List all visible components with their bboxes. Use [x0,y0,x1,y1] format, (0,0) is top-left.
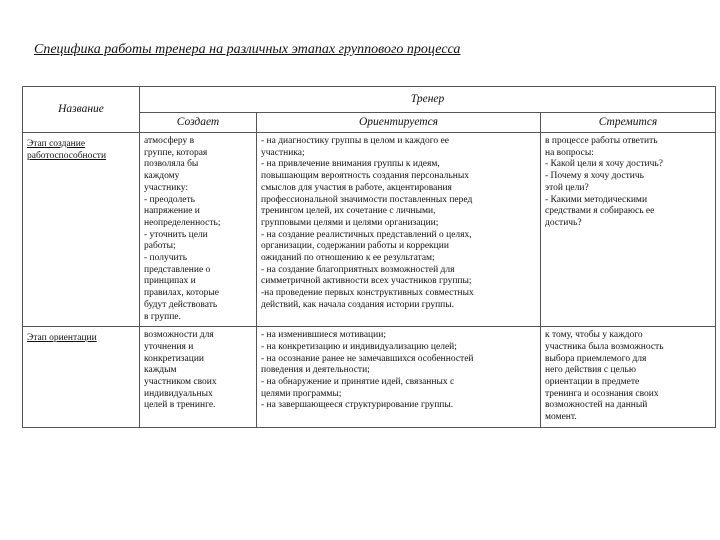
cell-text-line: групповыми целями и целями организации; [261,217,439,228]
cell-text-line: - на изменившиеся мотивации; [261,330,386,341]
cell-text-line: уточнения и [144,341,194,352]
cell-text-line: участнику: [144,182,189,193]
stage-line: Этап ориентации [27,333,97,344]
cell-text-line: участника; [261,147,305,158]
cell-text-line: возможности для [144,330,214,341]
cell-text-line: неопределенность; [144,217,221,228]
cell-text-line: напряжение и [144,206,200,217]
cell-text-line: возможностей на данный [545,400,648,411]
oriented-cell [257,133,541,327]
stage-name-cell [23,133,140,327]
cell-text-line: целей в тренинге. [144,400,216,411]
cell-text-line: тренингом целей, их сочетание с личными, [261,206,436,217]
cell-text-line: индивидуальных [144,388,213,399]
cell-text-line: действий, как начала создания истории группы. [261,299,454,310]
cell-text-line: организации, содержании работы и коррекции [261,241,449,252]
cell-text-line: ориентации в предмете [545,377,640,388]
cell-text-line: - получить [144,253,188,264]
cell-text-line: - Почему я хочу достичь [545,171,644,182]
oriented-cell [257,327,541,428]
cell-text-line: к тому, чтобы у каждого [545,330,643,341]
cell-text-line: тренинга и осознания своих [545,388,659,399]
cell-text-line: каждым [144,365,177,376]
stage-line: работоспособности [27,150,107,161]
cell-text-line: - на привлечение внимания группы к идеям, [261,159,440,170]
cell-text-line: - на диагностику группы в целом и каждого ее [261,136,449,146]
cell-text-line: - преодолеть [144,194,195,205]
cell-text-line: позволяла бы [144,159,199,170]
strives-cell [541,327,716,428]
strives-cell [541,133,716,327]
creates-cell [140,327,257,428]
cell-text-line: участника была возможность [545,341,664,352]
trainer-stages-table [22,86,716,428]
cell-text-line: атмосферу в [144,136,195,146]
header-trainer: Тренер [140,87,716,113]
cell-text-line: будут действовать [144,299,218,310]
cell-text-line: этой цели? [545,182,589,193]
cell-text-line: работы; [144,241,176,252]
cell-text-line: момент. [545,412,577,423]
document-title: Специфика работы тренера на различных этапах группового процесса [34,42,461,57]
cell-text-line: средствами я собираюсь ее [545,206,655,217]
cell-text-line: симметричной активности всех участников группы; [261,276,472,287]
cell-text-line: правилах, которые [144,288,219,299]
cell-text-line: смыслов для участия в работе, акцентирования [261,182,452,193]
cell-text-line: участником своих [144,377,217,388]
creates-cell [140,133,257,327]
cell-text-line: - Какими методическими [545,194,648,205]
cell-text-line: каждому [144,171,180,182]
cell-text-line: представление о [144,264,211,275]
cell-text-line: группе, которая [144,147,208,158]
cell-text-line: него действия с целью [545,365,636,376]
cell-text-line: целями программы; [261,388,342,399]
cell-text-line: - на создание благоприятных возможностей для [261,264,455,275]
cell-text-line: поведения и деятельности; [261,365,370,376]
header-creates: Создает [140,113,257,133]
table-row [23,133,716,327]
cell-text-line: принципах и [144,276,196,287]
cell-text-line: выбора приемлемого для [545,353,647,364]
cell-text-line: - на осознание ранее не замечавшихся особенностей [261,353,474,364]
cell-text-line: - на обнаружение и принятие идей, связанных с [261,377,455,388]
table-row [23,327,716,428]
cell-text-line: ожиданий по отношению к ее результатам; [261,253,435,264]
stage-line: Этап создание [27,139,86,149]
stage-name-cell [23,327,140,428]
cell-text-line: - на создание реалистичных представлений о целях, [261,229,472,240]
cell-text-line: в процессе работы ответить [545,136,658,146]
cell-text-line: на вопросы: [545,147,594,158]
cell-text-line: - Какой цели я хочу достичь? [545,159,663,170]
cell-text-line: -на проведение первых конструктивных совместных [261,288,474,299]
cell-text-line: - на конкретизацию и индивидуализацию целей; [261,341,457,352]
cell-text-line: повышающим вероятность создания персональных [261,171,469,182]
header-strives: Стремится [541,113,716,133]
header-oriented: Ориентируется [257,113,541,133]
header-name: Название [23,87,140,133]
cell-text-line: профессиональной значимости поставленных перед [261,194,473,205]
cell-text-line: в группе. [144,311,181,322]
cell-text-line: достичь? [545,217,582,228]
cell-text-line: - уточнить цели [144,229,208,240]
cell-text-line: - на завершающееся структурирование группы. [261,400,454,411]
cell-text-line: конкретизации [144,353,205,364]
